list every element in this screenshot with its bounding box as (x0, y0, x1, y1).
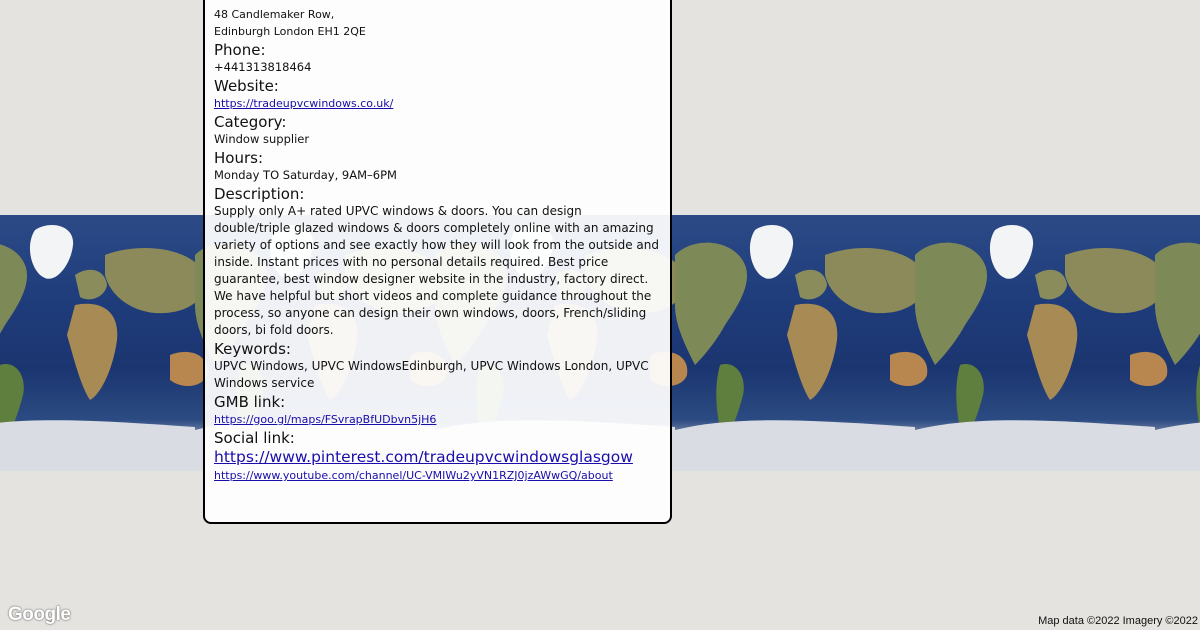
website-label: Website: (214, 77, 279, 95)
description-text: Supply only A+ rated UPVC windows & doors. You can design double/triple glazed windows & doors completely online with an amazing variety of options and see exactly how they will look from the outside and inside. Instant prices with no personal details required. Best price guarantee, best window designer website in the industry, factory direct. We have helpful but short videos and complete guidance throughout the process, so anyone can design their own windows, doors, French/sliding doors, bi fold doors. (214, 204, 659, 337)
description-label: Description: (214, 185, 305, 203)
hours-label: Hours: (214, 149, 263, 167)
category-value: Window supplier (214, 132, 310, 146)
youtube-link[interactable]: https://www.youtube.com/channel/UC-VMIWu2yVN1RZJ0jzAWwGQ/about (214, 469, 613, 482)
category-label: Category: (214, 113, 287, 131)
keywords-label: Keywords: (214, 340, 291, 358)
address-line-1: 48 Candlemaker Row, (214, 8, 335, 21)
map-attribution: Map data ©2022 Imagery ©2022 (1038, 615, 1198, 627)
keywords-text: UPVC Windows, UPVC WindowsEdinburgh, UPVC Windows London, UPVC Windows service (214, 359, 649, 390)
hours-value: Monday TO Saturday, 9AM–6PM (214, 168, 397, 182)
pinterest-link[interactable]: https://www.pinterest.com/tradeupvcwindowsglasgow (214, 448, 633, 466)
social-label: Social link: (214, 429, 295, 447)
website-link[interactable]: https://tradeupvcwindows.co.uk/ (214, 97, 394, 110)
place-info-window (203, 0, 672, 524)
address-line-2: Edinburgh London EH1 2QE (214, 25, 366, 38)
phone-label: Phone: (214, 41, 266, 59)
google-logo[interactable]: Google (8, 604, 71, 625)
gmb-label: GMB link: (214, 393, 286, 411)
gmb-link[interactable]: https://goo.gl/maps/FSvrapBfUDbvn5jH6 (214, 413, 437, 426)
phone-value: +441313818464 (214, 60, 312, 74)
